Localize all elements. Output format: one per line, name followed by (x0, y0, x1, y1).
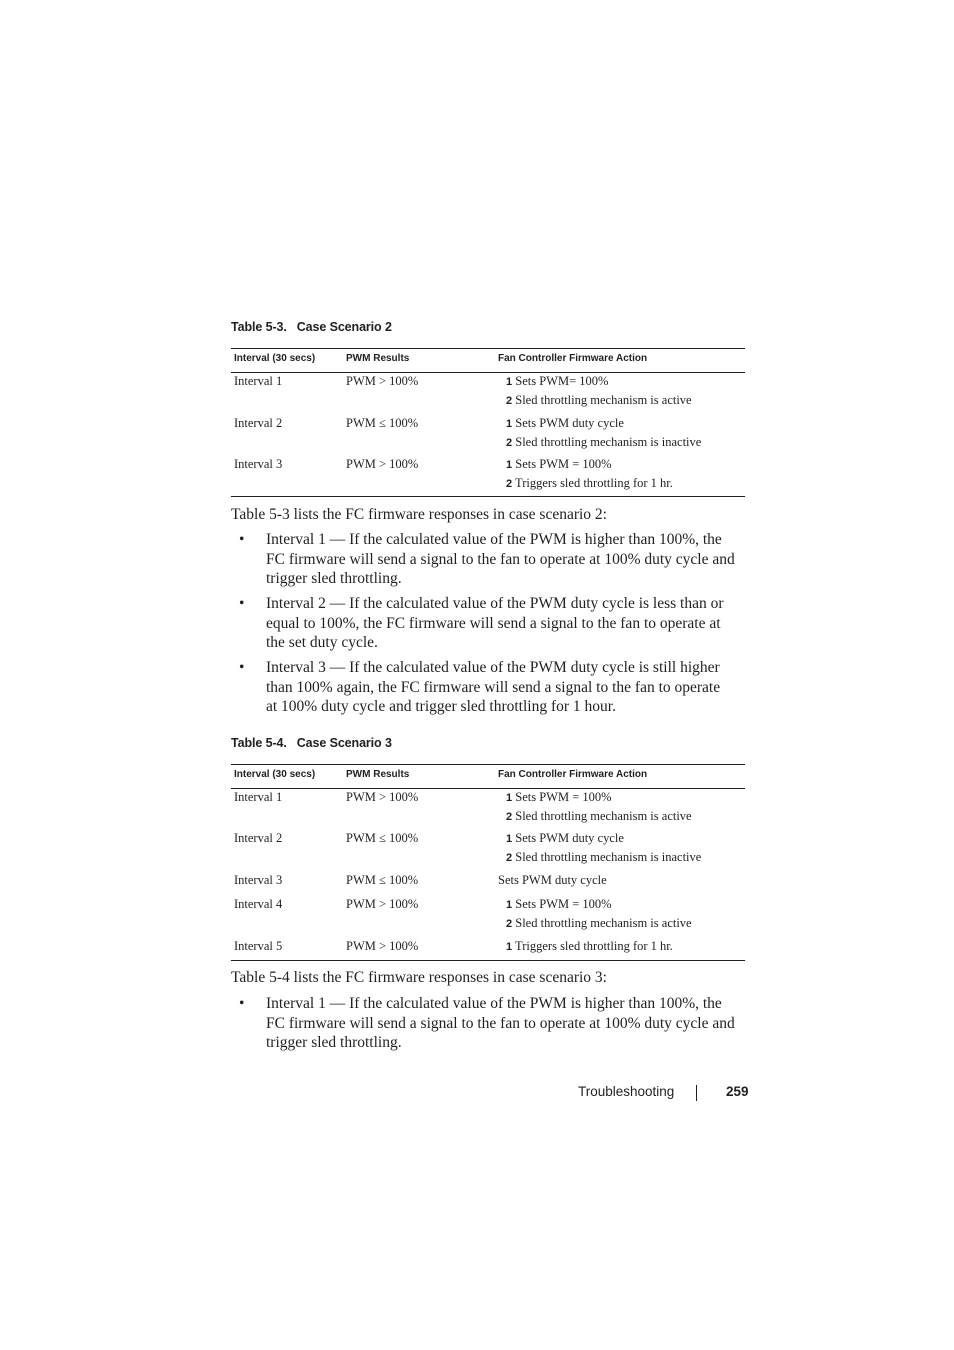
action-step: 1 Sets PWM duty cycle (506, 831, 624, 845)
list-item-text: Interval 1 — If the calculated value of the PWM is higher than 100%, the FC firmware will send a signal to the fan to operate at 100% duty cycle and trigger sled throttling. (266, 995, 735, 1051)
table-header (231, 764, 745, 789)
action-step: 2 Sled throttling mechanism is active (506, 808, 692, 823)
pwm-cell: PWM > 100% (346, 790, 419, 804)
action-step: 1 Triggers sled throttling for 1 hr. (506, 939, 673, 953)
pwm-cell: PWM ≤ 100% (346, 416, 419, 430)
footer-divider (696, 1085, 697, 1101)
table-bottom-rule (231, 496, 745, 497)
table-caption (231, 736, 392, 750)
header-action: Fan Controller Firmware Action (498, 769, 648, 780)
action-cell (498, 872, 607, 890)
header-pwm: PWM Results (346, 353, 410, 364)
list-item (231, 594, 751, 654)
list-item (231, 530, 751, 590)
table-header (231, 348, 745, 373)
action-step: 1 Sets PWM = 100% (506, 897, 612, 911)
bullet-icon: • (239, 659, 245, 676)
interval-cell: Interval 2 (234, 831, 283, 845)
interval-cell: Interval 3 (234, 457, 283, 471)
interval-cell: Interval 1 (234, 790, 283, 804)
interval-cell: Interval 3 (234, 873, 283, 887)
interval-cell: Interval 4 (234, 897, 283, 911)
interval-cell: Interval 5 (234, 939, 283, 953)
bullet-icon: • (239, 595, 245, 612)
header-interval: Interval (30 secs) (234, 353, 316, 364)
action-step: 1 Sets PWM = 100% (506, 457, 612, 471)
table-title: Case Scenario 3 (296, 736, 392, 750)
list-item (231, 658, 751, 718)
action-cell (498, 789, 692, 826)
pwm-cell: PWM ≤ 100% (346, 831, 419, 845)
bullet-icon: • (239, 531, 245, 548)
table-label: Table 5-4. (231, 736, 287, 750)
action-step: 1 Sets PWM = 100% (506, 790, 612, 804)
action-cell (498, 896, 692, 933)
body-paragraph: Table 5-3 lists the FC firmware responses in case scenario 2: (231, 506, 607, 523)
action-cell (498, 830, 701, 867)
action-step: 2 Sled throttling mechanism is inactive (506, 434, 702, 449)
page-footer (578, 1084, 749, 1099)
list-item-text: Interval 1 — If the calculated value of the PWM is higher than 100%, the FC firmware will send a signal to the fan to operate at 100% duty cycle and trigger sled throttling. (266, 531, 735, 587)
action-cell (498, 415, 701, 452)
list-item-text: Interval 2 — If the calculated value of the PWM duty cycle is less than or equal to 100%, the FC firmware will send a signal to the fan to operate at the set duty cycle. (266, 595, 724, 651)
header-interval: Interval (30 secs) (234, 769, 316, 780)
page-number: 259 (726, 1084, 749, 1099)
action-text: Sets PWM duty cycle (498, 873, 607, 887)
pwm-cell: PWM > 100% (346, 457, 419, 471)
pwm-cell: PWM > 100% (346, 897, 419, 911)
bullet-icon: • (239, 995, 245, 1012)
table-label: Table 5-3. (231, 320, 287, 334)
action-cell (498, 373, 692, 410)
case-scenario-2-table (231, 348, 745, 490)
pwm-cell: PWM > 100% (346, 939, 419, 953)
pwm-cell: PWM > 100% (346, 374, 419, 388)
action-cell (498, 938, 673, 957)
list-item (231, 994, 751, 1054)
action-step: 1 Sets PWM duty cycle (506, 416, 624, 430)
action-step: 2 Sled throttling mechanism is active (506, 392, 692, 407)
interval-cell: Interval 2 (234, 416, 283, 430)
header-pwm: PWM Results (346, 769, 410, 780)
case-scenario-3-table (231, 764, 745, 953)
header-action: Fan Controller Firmware Action (498, 353, 648, 364)
action-step: 2 Triggers sled throttling for 1 hr. (506, 475, 673, 490)
action-step: 2 Sled throttling mechanism is inactive (506, 849, 702, 864)
interval-cell: Interval 1 (234, 374, 283, 388)
footer-section: Troubleshooting (578, 1084, 675, 1099)
table-caption (231, 320, 392, 334)
action-step: 2 Sled throttling mechanism is active (506, 915, 692, 930)
action-cell (498, 456, 673, 493)
action-step: 1 Sets PWM= 100% (506, 374, 609, 388)
body-paragraph: Table 5-4 lists the FC firmware responses in case scenario 3: (231, 969, 607, 986)
table-title: Case Scenario 2 (296, 320, 392, 334)
list-item-text: Interval 3 — If the calculated value of the PWM duty cycle is still higher than 100% again, the FC firmware will send a signal to the fan to operate at 100% duty cycle and trigger sled throttling for 1 hour. (266, 659, 721, 715)
pwm-cell: PWM ≤ 100% (346, 873, 419, 887)
table-bottom-rule (231, 960, 745, 961)
